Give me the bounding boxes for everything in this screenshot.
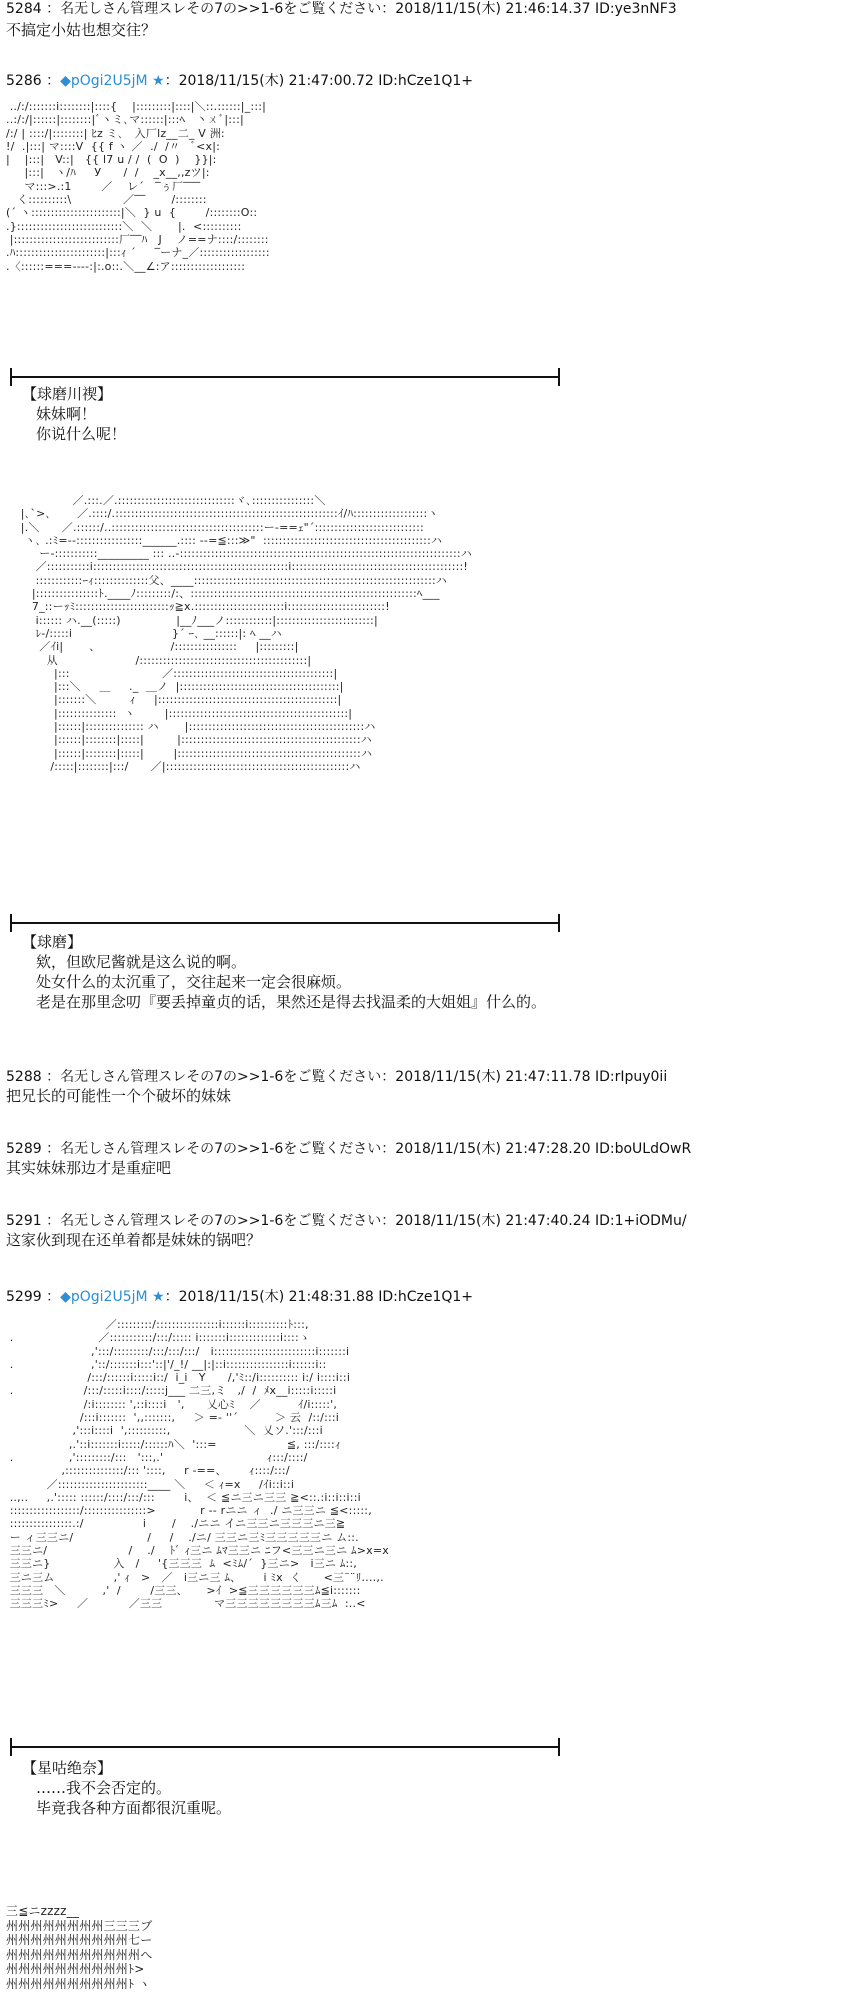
post-header-5284: 5284 ：名无しさん管理スレその7の>>1-6をご覧ください：2018/11/15(木) 21:46:14.37 ID:ye3nNF3: [6, 1, 677, 17]
post-header-5299: [6, 1288, 473, 1306]
divider-tick-left: [10, 1738, 12, 1756]
post-meta: ：2018/11/15(木) 21:47:00.72 ID:hCze1Q1+: [164, 73, 474, 89]
speaker-label: 【球磨】: [22, 933, 83, 951]
post-body-5288: 把兄长的可能性一个个破坏的妹妹: [6, 1087, 232, 1105]
post-body-5289: 其实妹妹那边才是重症吧: [6, 1159, 172, 1177]
trip-code[interactable]: ◆pOgi2U5jM ★: [60, 73, 165, 89]
divider-tick-right: [558, 368, 560, 386]
post-header-5289: 5289 ：名无しさん管理スレその7の>>1-6をご覧ください：2018/11/15(木) 21:47:28.20 ID:boULdOwR: [6, 1141, 692, 1157]
ascii-art-tail: 三≦ニzzzz__ 州州州州州州州州三三三ブ 州州州州州州州州州州七ー 州州州州州州州州州州州へ 州州州州州州州州州州ﾄ> 州州州州州州州州州州ﾄ ヽ: [6, 1904, 153, 1991]
divider-tick-left: [10, 914, 12, 932]
dialogue-line: 妹妹啊！: [36, 405, 97, 423]
post-header-5286: [6, 72, 473, 90]
divider-tick-left: [10, 368, 12, 386]
ascii-art-kumagawa: ../:/:::::::i::::::::|::::{ |:::::::::|::::|＼::.::::::|_:::| ..:/:/|::::::|::::::::|ﾞヽミ､マ::::::|:::ﾍ 丶ㄨﾞ|:::| /:/ | ::::/|::::::::| ﾋz ミ､ 入厂lz__二_ V 洲: !/ .|:::| マ::::V {{ f ヽ ／ ./ /〃 ﾞ<x|: | |:::| V::| {{ l7 u / / ( O ) }}|: |:::| ヽ/ﾊ У / / _x__,,zツ|: マ:::>.:1 ／ レ´ ‾ぅ厂‾‾‾ く::::::::::\ ／‾‾ /:::::::: (´ ヽ:::::::::::::::::::::::|＼ } u { /::::::::O:: .}:::::::::::::::::::::::::::＼ ＼ |. <:::::::::: |:::::::::::::::::::::::::::厂‾‾ﾊ J ノ==ナ::::/:::::::: .ﾊ:::::::::::::::::::::::|:::ｨ ´ ‾ーナ_／:::::::::::::::::: .〈::::::===----:|:.o::.＼__∠:ア:::::::::::::::::::: [6, 100, 270, 273]
post-number: 5286 ：: [6, 73, 61, 89]
dialogue-line: 毕竟我各种方面都很沉重呢。: [36, 1799, 232, 1817]
ascii-art-seiko: ／:::::::::/::::::::::::::::i::::::i::::::::::ﾄ:::, . ／:::::::::::/:::/::::: i:::::::i:::::::::::::i::::ゝ ,':::/:::::::::/:::/:::/:::/ i::::::::::::::::::::::::::i:::::::i . ,'::/:::::::i:::'::|'/_!/ __|:|::i::::::::::::::::i::::::i:: /:::/::::::i:::::i::/ i_i Y /,'ﾐ::/i:::::::::: i:/ i::::i::i . /:::/:::::i::::/:::::j___ 二三,ミ ,/ / ﾒx__i:::::i:::::i /:i:::::::: ',::i::::i ', 乂心ﾐ ／ ｲ/i:::::', /:::i::::::: ',,:::::::, ＞ =‐ ''´ ＞ 云 /::/:::i ,':::i::::i ',::::::::::, ＼ 乂ソ.':::/:::i ,.'::i:::::::i:::::/::::::ﾊ＼ ':::= ≦, :::/::::ｨ . ,':::::::::/::: ':::,.' ｨ:::/::::/ ,:::::::::::::::/::: '::::, r -==、 ｨ::::/:::/ ／:::::::::::::::::::::::____ ＼ ＜ ｨ=x /ｲi::i::i ..,.. ,.'::::: ::::::/::::/:::/::: i、 ＜ ≦ニ三ニ三三 ≧<::.:i::i::i::i ::::::::::::::::::/::::::::::::::::> r -- rニニ ィ ./ ニ三三ニ ≦<:::::, ::::::::::::::::.:/ i / ./ニニ イニ三三ニ三三三ニ三≧ ー ィ三三ニ/ / / ./ニ/ 三三ニ三ﾐ三三三三三ニ ム::. 三三ニ/ / ./ ﾄﾞ ｨ三ニ ﾑﾏ三三ニ ﾆフ<三三ニ三ニ ﾑ>x=x 三三ニ} 入 / '{三三三 ﾑ <ﾐﾑ/´ }三ニ> i三ニ ﾑ::, 三ニ三ム ,' ｨ > ／ i三ニ三 ﾑ、 i ﾐx く <三¨¨ﾘ‥‥,. 三三三 ＼ ,' / /三三、 >ｲ >≦三三三三三三ﾑ≦i::::::: 三三三ﾐ> ／ ／三三 マ三三三三三三三三ﾑ三ﾑ :..<: [9, 1318, 389, 1611]
ascii-art-kuma: ／.:::.／.::::::::::::::::::::::::::::::ヾ､::::::::::::::::＼ |､`>､ ／.::::/.:::::::::::::::::::::::::::::::::::::::::::::::::::::::::ｲ/ﾊ:::::::::::::::::::ヽ |.＼ ／.::::::/..:::::::::::::::::::::::::::::::::::::::ー-==ｪ"´:::::::::::::::::::::::::::: ヽ､ .:ﾐ=--:::::::::::::::::______.:::: --=≦:::≫" :::::::::::::::::::::::::::::::::::::::::::ハ ー-:::::::::::_________ ::: ..-::::::::::::::::::::::::::::::::::::::::::::::::::::::::::::::::::::::::ハ ／:::::::::::i::::::::::::::::::::::::::::::::::::::::::::::::::i::::::::::::::::::::::::::::::::::::::::::::! ::::::::::::ｰｨ::::::::::::::父、____::::::::::::::::::::::::::::::::::::::::::::::::::::::::::::::ハ |::::::::::::::::ﾄ.____ﾉ:::::::::/:、::::::::::::::::::::::::::::::::::::::::::::::::::::::::::ﾍ___ 7_::ーｯﾐ::::::::::::::::::::::::ｯ≧x.:::::::::::::::::::::::i:::::::::::::::::::::::::! i:::::: ハ.__(:::::) |__ﾉ___ノ::::::::::::|:::::::::::::::::::::::::| ﾚ‐/:::::i }´ ｰ､ __::::::|: ﾍ __ハ ／ｲi| 、 /:::::::::::::::: |:::::::::| 从 /:::::::::::::::::::::::::::::::::::::::::::| |::: ／:::::::::::::::::::::::::::::::::::::::::| |:::＼ ＿ ._ ＿ノ |:::::::::::::::::::::::::::::::::::::::::| |:::::::＼ ｨ |::::::::::::::::::::::::::::::::::::::::::::::| |::::::::::::::: ヽ |::::::::::::::::::::::::::::::::::::::::::::::| |::::::|::::::::::::::: ハ |:::::::::::::::::::::::::::::::::::::::::::::ハ |::::::|::::::::|:::::| |::::::::::::::::::::::::::::::::::::::::::::::ハ |::::::|::::::::|:::::| |:::::::::::::::::::::::::::::::::::::::::::::::ハ /:::::|::::::::|:::/ ／|:::::::::::::::::::::::::::::::::::::::::::::::ハ: [20, 494, 473, 773]
post-body-5291: 这家伙到现在还单着都是妹妹的锅吧？: [6, 1231, 262, 1249]
dialogue-line: 你说什么呢！: [36, 425, 127, 443]
divider-line: [10, 922, 560, 924]
divider-tick-right: [558, 914, 560, 932]
post-header-5288: 5288 ：名无しさん管理スレその7の>>1-6をご覧ください：2018/11/15(木) 21:47:11.78 ID:rIpuy0ii: [6, 1069, 668, 1085]
divider-line: [10, 376, 560, 378]
dialogue-line: 老是在那里念叨『要丢掉童贞的话，果然还是得去找温柔的大姐姐』什么的。: [36, 993, 547, 1011]
trip-code[interactable]: ◆pOgi2U5jM ★: [60, 1289, 165, 1305]
dialogue-line: 处女什么的太沉重了，交往起来一定会很麻烦。: [36, 973, 352, 991]
dialogue-line: 欸，但欧尼酱就是这么说的啊。: [36, 953, 247, 971]
speaker-label: 【星咕绝奈】: [22, 1759, 113, 1777]
dialogue-line: ……我不会否定的。: [36, 1779, 172, 1797]
post-number: 5299 ：: [6, 1289, 61, 1305]
post-body-5284: 不搞定小姑也想交往？: [6, 21, 157, 39]
divider-tick-right: [558, 1738, 560, 1756]
post-header-5291: 5291 ：名无しさん管理スレその7の>>1-6をご覧ください：2018/11/15(木) 21:47:40.24 ID:1+iODMu/: [6, 1213, 687, 1229]
divider-line: [10, 1746, 560, 1748]
post-meta: ：2018/11/15(木) 21:48:31.88 ID:hCze1Q1+: [164, 1289, 474, 1305]
speaker-label: 【球磨川禊】: [22, 385, 113, 403]
